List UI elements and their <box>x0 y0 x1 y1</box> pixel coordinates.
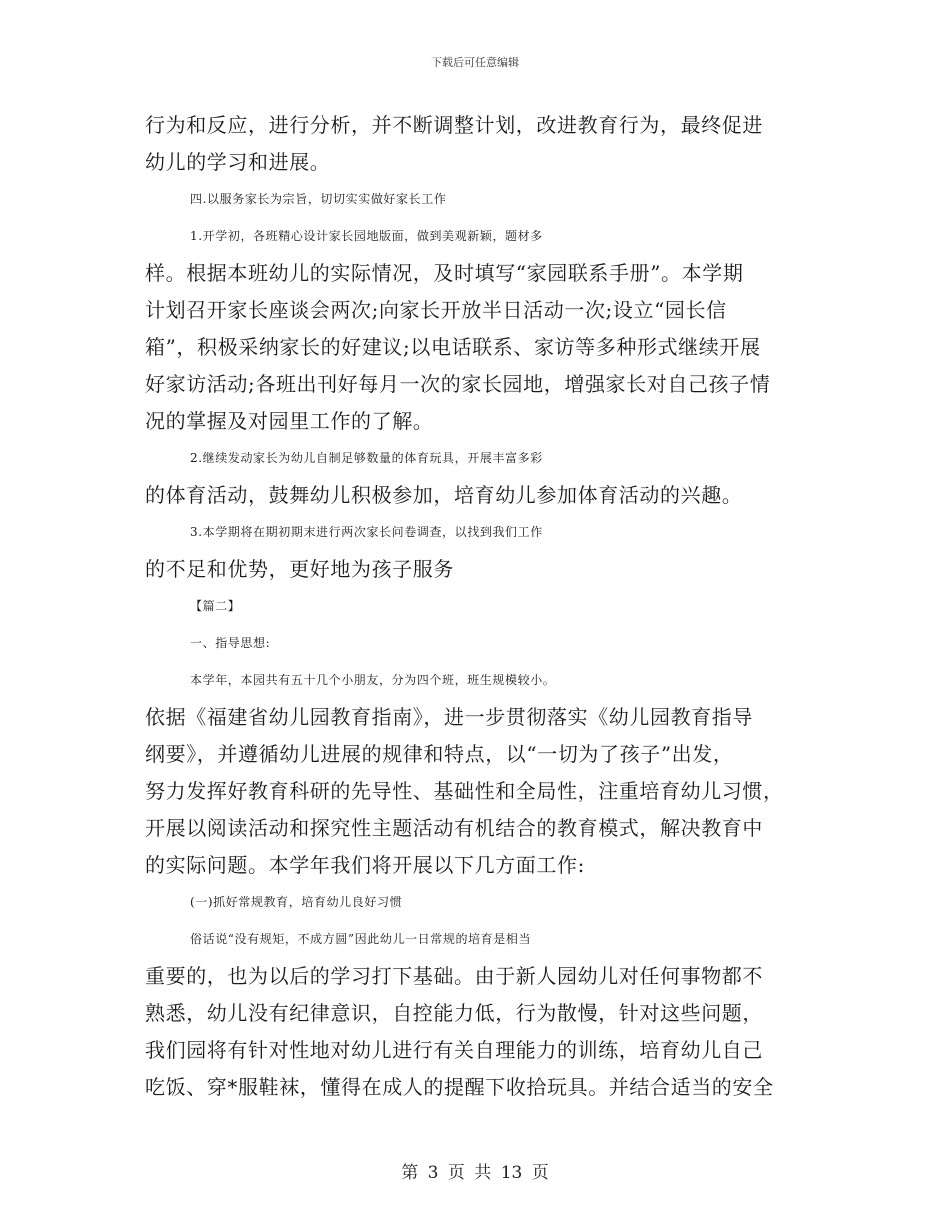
text-line: 1.开学初，各班精心设计家长园地版面，做到美观新颖，题材多 <box>190 229 543 243</box>
text-line: 的实际问题。本学年我们将开展以下几方面工作: <box>145 853 585 877</box>
text-line: 我们园将有针对性地对幼儿进行有关自理能力的训练，培育幼儿自己 <box>145 1038 763 1062</box>
text-line: (一)抓好常规教育，培育幼儿良好习惯 <box>190 895 403 909</box>
text-line: 3.本学期将在期初期末进行两次家长问卷调查，以找到我们工作 <box>190 525 543 539</box>
text-line: 的体育活动，鼓舞幼儿积极参加，培育幼儿参加体育活动的兴趣。 <box>145 483 743 507</box>
page-number-footer: 第 3 页 共 13 页 <box>401 1163 549 1183</box>
text-line: 好家访活动;各班出刊好每月一次的家长园地，增强家长对自己孩子情 <box>145 372 771 396</box>
text-line: 计划召开家长座谈会两次;向家长开放半日活动一次;设立“园长信 <box>145 298 727 322</box>
document-body <box>145 107 810 1106</box>
text-line: 况的掌握及对园里工作的了解。 <box>145 409 434 433</box>
text-line: 本学年，本园共有五十几个小朋友，分为四个班，班生规模较小。 <box>190 673 556 687</box>
text-line: 幼儿的学习和进展。 <box>145 150 331 174</box>
text-line: 【篇二】 <box>190 599 241 613</box>
text-line: 努力发挥好教育科研的先导性、基础性和全局性，注重培育幼儿习惯， <box>145 779 784 803</box>
text-line: 俗话说“没有规矩，不成方圆”因此幼儿一日常规的培育是相当 <box>190 932 532 946</box>
text-line: 的不足和优势，更好地为孩子服务 <box>145 557 454 581</box>
text-line: 箱”，积极采纳家长的好建议;以电话联系、家访等多种形式继续开展 <box>145 335 761 359</box>
text-line: 一、指导思想: <box>190 636 271 650</box>
text-line: 吃饭、穿*服鞋袜，懂得在成人的提醒下收拾玩具。并结合适当的安全 <box>145 1075 774 1099</box>
text-line: 开展以阅读活动和探究性主题活动有机结合的教育模式，解决教育中 <box>145 816 763 840</box>
text-line: 重要的，也为以后的学习打下基础。由于新人园幼儿对任何事物都不 <box>145 964 763 988</box>
page-header-note: 下载后可任意编辑 <box>431 56 519 69</box>
text-line: 熟悉，幼儿没有纪律意识，自控能力低，行为散慢，针对这些问题， <box>145 1001 763 1025</box>
text-line: 依据《福建省幼儿园教育指南》，进一步贯彻落实《幼儿园教育指导 <box>145 705 753 729</box>
text-line: 样。根据本班幼儿的实际情况，及时填写“家园联系手册”。本学期 <box>145 261 744 285</box>
text-line: 2.继续发动家长为幼儿自制足够数量的体育玩具，开展丰富多彩 <box>190 451 543 465</box>
text-line: 四.以服务家长为宗旨，切切实实做好家长工作 <box>190 192 447 206</box>
text-line: 纲要》，并遵循幼儿进展的规律和特点，以“一切为了孩子”出发， <box>145 742 734 766</box>
text-line: 行为和反应，进行分析，并不断调整计划，改进教育行为，最终促进 <box>145 113 763 137</box>
